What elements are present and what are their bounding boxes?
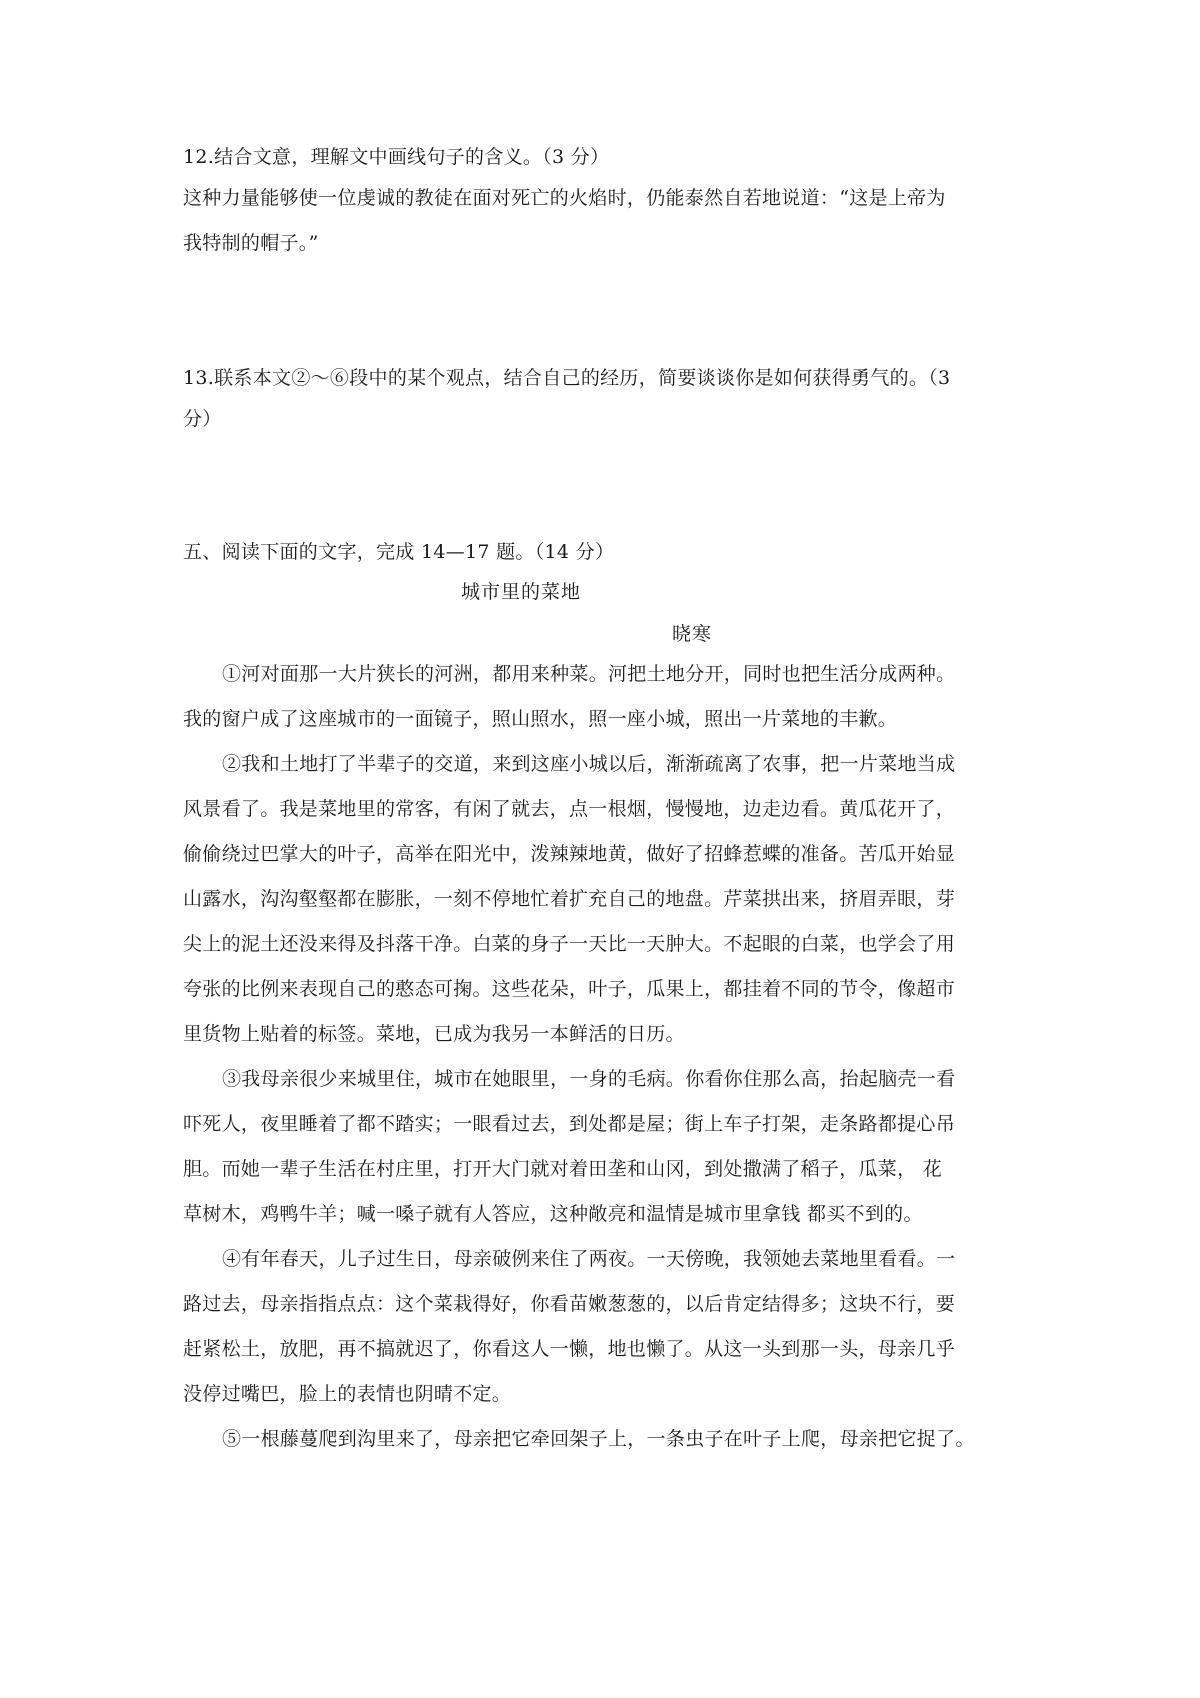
article-title: 城市里的菜地 [461, 581, 582, 603]
paragraph-line: 偷偷绕过巴掌大的叶子，高举在阳光中，泼辣辣地黄，做好了招蜂惹蝶的准备。苦瓜开始显 [183, 843, 956, 865]
paragraph-line: 夸张的比例来表现自己的憨态可掬。这些花朵，叶子，瓜果上，都挂着不同的节令，像超市 [183, 978, 956, 1000]
q12-quote-line: 这种力量能够使一位虔诚的教徒在面对死亡的火焰时，仍能泰然自若地说道：“这是上帝为 [183, 187, 946, 209]
paragraph-line: 风景看了。我是菜地里的常客，有闲了就去，点一根烟，慢慢地，边走边看。黄瓜花开了， [183, 798, 956, 820]
paragraph-line: 草树木，鸡鸭牛羊；喊一嗓子就有人答应，这种敞亮和温情是城市里拿钱 都买不到的。 [183, 1203, 923, 1225]
paragraph-line: ②我和土地打了半辈子的交道，来到这座小城以后，渐渐疏离了农事，把一片菜地当成 [222, 753, 956, 775]
paragraph-line: ④有年春天，儿子过生日，母亲破例来住了两夜。一天傍晚，我领她去菜地里看看。一 [222, 1248, 956, 1270]
paragraph-line: 尖上的泥土还没来得及抖落干净。白菜的身子一天比一天肿大。不起眼的白菜，也学会了用 [183, 933, 956, 955]
paragraph-line: 路过去，母亲指指点点：这个菜栽得好，你看苗嫩葱葱的，以后肯定结得多；这块不行，要 [183, 1293, 956, 1315]
paragraph-line: 里货物上贴着的标签。菜地，已成为我另一本鲜活的日历。 [183, 1023, 685, 1045]
paragraph-line: 胆。而她一辈子生活在村庄里，打开大门就对着田垄和山冈，到处撒满了稻子，瓜菜， 花 [183, 1158, 943, 1180]
paragraph-line: 赶紧松土，放肥，再不搞就迟了，你看这人一懒，地也懒了。从这一头到那一头，母亲几乎 [183, 1338, 956, 1360]
q12-quote-line: 我特制的帽子。” [183, 232, 319, 254]
paragraph-line: ③我母亲很少来城里住，城市在她眼里，一身的毛病。你看你住那么高，抬起脑壳一看 [222, 1068, 956, 1090]
paragraph-line: ①河对面那一大片狭长的河洲，都用来种菜。河把土地分开，同时也把生活分成两种。 [222, 663, 956, 685]
section-heading: 五、阅读下面的文字，完成 14—17 题。（14 分） [183, 541, 615, 563]
paragraph-line: 我的窗户成了这座城市的一面镜子，照山照水，照一座小城，照出一片菜地的丰歉。 [183, 708, 898, 730]
paragraph-line: ⑤一根藤蔓爬到沟里来了，母亲把它牵回架子上，一条虫子在叶子上爬，母亲把它捉了。 [222, 1428, 975, 1450]
paragraph-line: 山露水，沟沟壑壑都在膨胀，一刻不停地忙着扩充自己的地盘。芹菜拱出来，挤眉弄眼，芽 [183, 888, 956, 910]
q12-title: 12.结合文意，理解文中画线句子的含义。（3 分） [183, 146, 610, 168]
paragraph-line: 吓死人，夜里睡着了都不踏实；一眼看过去，到处都是屋；街上车子打架，走条路都提心吊 [183, 1113, 956, 1135]
article-author: 晓寒 [672, 623, 713, 645]
paragraph-line: 没停过嘴巴，脸上的表情也阴晴不定。 [183, 1383, 512, 1405]
q13-title: 分） [183, 408, 222, 430]
q13-title: 13.联系本文②～⑥段中的某个观点，结合自己的经历，简要谈谈你是如何获得勇气的。（3 [183, 367, 951, 389]
